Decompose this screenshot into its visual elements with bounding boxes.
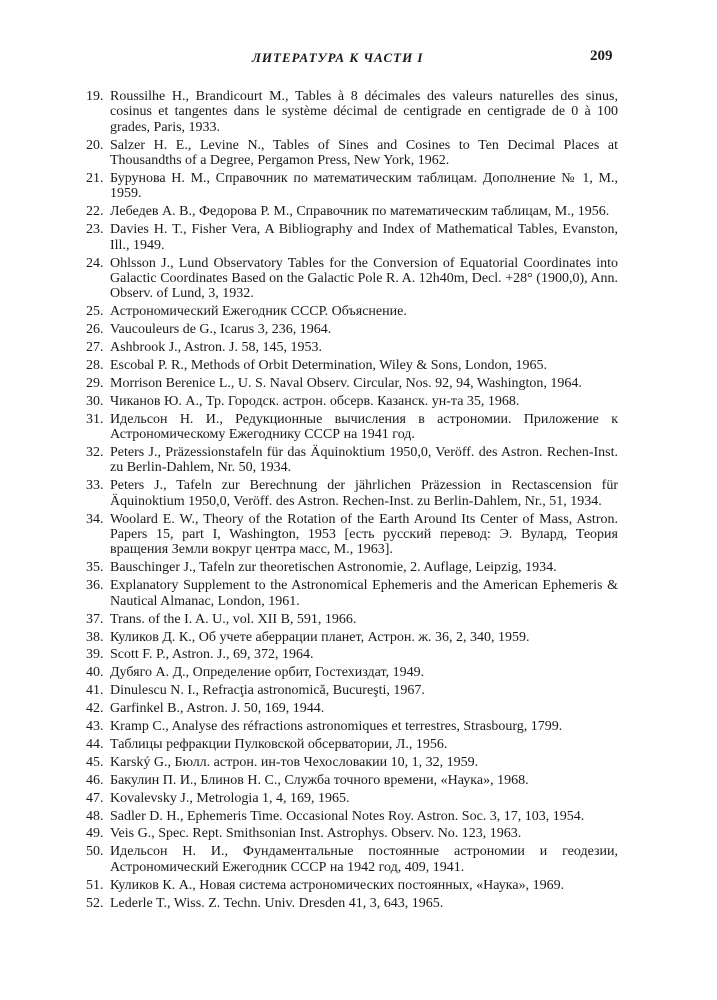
reference-text: Ashbrook J., Astron. J. 58, 145, 1953.: [110, 340, 322, 356]
reference-number: 22.: [86, 204, 104, 220]
reference-item: [86, 445, 618, 476]
running-title: ЛИТЕРАТУРА К ЧАСТИ I: [252, 50, 424, 65]
page-number: 209: [590, 48, 613, 64]
reference-number: 20.: [86, 137, 104, 153]
reference-item: [86, 222, 618, 253]
reference-text: Идельсон Н. И., Фундаментальные постоянные астрономии и геодезии, Астрономический Ежегодник СССР на 1942 год, 409, 1941.: [110, 844, 618, 875]
reference-number: 31.: [86, 411, 104, 427]
reference-text: Чиканов Ю. А., Тр. Городск. астрон. обсерв. Казанск. ун-та 35, 1968.: [110, 393, 520, 409]
reference-item: [86, 358, 618, 373]
reference-item: [86, 412, 618, 443]
reference-item: [86, 560, 618, 575]
reference-number: 26.: [86, 322, 104, 338]
reference-text: Астрономический Ежегодник СССР. Объяснение.: [110, 304, 407, 320]
reference-number: 38.: [86, 629, 104, 645]
reference-number: 23.: [86, 222, 104, 238]
reference-item: [86, 478, 618, 509]
reference-item: [86, 826, 618, 841]
reference-number: 39.: [86, 647, 104, 663]
reference-item: [86, 773, 618, 788]
reference-item: [86, 844, 618, 875]
reference-text: Peters J., Tafeln zur Berechnung der jährlichen Präzession in Rectascension für Äquinoktium 1950,0, Veröff. des Astron. Rechen-Inst. zu Berlin-Dahlem, Nr., 51, 1934.: [110, 478, 618, 509]
reference-number: 46.: [86, 772, 104, 788]
reference-number: 43.: [86, 719, 104, 735]
reference-text: Woolard E. W., Theory of the Rotation of the Earth Around Its Center of Mass, Astron. Papers 15, part I, Washington, 1953 [есть русский перевод: Э. Вулард, Теория вращения Земли вокруг центра масс, М., 1963].: [110, 511, 618, 558]
reference-text: Бакулин П. И., Блинов Н. С., Служба точного времени, «Наука», 1968.: [110, 772, 529, 788]
reference-text: Veis G., Spec. Rept. Smithsonian Inst. Astrophys. Observ. No. 123, 1963.: [110, 826, 522, 842]
reference-number: 28.: [86, 358, 104, 373]
reference-item: [86, 376, 618, 391]
reference-text: Escobal P. R., Methods of Orbit Determination, Wiley & Sons, London, 1965.: [110, 358, 548, 373]
reference-number: 30.: [86, 393, 104, 409]
reference-item: [86, 791, 618, 806]
reference-item: [86, 896, 618, 911]
reference-text: Лебедев А. В., Федорова Р. М., Справочник по математическим таблицам, М., 1956.: [110, 204, 610, 220]
reference-text: Peters J., Präzessionstafeln für das Äquinoktium 1950,0, Veröff. des Astron. Rechen-Inst. zu Berlin-Dahlem, Nr. 50, 1934.: [110, 445, 618, 476]
reference-item: [86, 256, 618, 302]
reference-number: 44.: [86, 736, 104, 752]
reference-text: Trans. of the I. A. U., vol. XII B, 591, 1966.: [110, 611, 357, 627]
reference-number: 35.: [86, 560, 104, 576]
reference-item: [86, 737, 618, 752]
reference-number: 32.: [86, 445, 104, 461]
running-head: [0, 50, 717, 70]
reference-text: Scott F. P., Astron. J., 69, 372, 1964.: [110, 647, 314, 663]
reference-text: Дубяго А. Д., Определение орбит, Гостехиздат, 1949.: [110, 665, 425, 681]
reference-item: [86, 755, 618, 770]
reference-text: Lederle T., Wiss. Z. Techn. Univ. Dresden 41, 3, 643, 1965.: [110, 895, 444, 911]
reference-text: Идельсон Н. И., Редукционные вычисления в астрономии. Приложение к Астрономическому Ежегоднику СССР на 1941 год.: [110, 411, 618, 443]
reference-item: [86, 340, 618, 355]
reference-number: 47.: [86, 790, 104, 806]
reference-item: [86, 701, 618, 716]
reference-item: [86, 630, 618, 645]
reference-number: 50.: [86, 844, 104, 860]
reference-number: 25.: [86, 304, 104, 320]
reference-text: Sadler D. H., Ephemeris Time. Occasional Notes Roy. Astron. Soc. 3, 17, 103, 1954.: [110, 808, 585, 824]
reference-number: 40.: [86, 665, 104, 681]
reference-number: 36.: [86, 578, 104, 594]
reference-number: 42.: [86, 701, 104, 717]
reference-number: 24.: [86, 255, 104, 271]
reference-text: Morrison Berenice L., U. S. Naval Observ. Circular, Nos. 92, 94, Washington, 1964.: [110, 375, 582, 391]
reference-text: Karský G., Бюлл. астрон. ин-тов Чехословакии 10, 1, 32, 1959.: [110, 754, 479, 770]
reference-item: [86, 665, 618, 680]
reference-text: Salzer H. E., Levine N., Tables of Sines and Cosines to Ten Decimal Places at Thousandths of a Degree, Pergamon Press, New York, 1962.: [110, 137, 618, 169]
reference-text: Куликов Д. К., Об учете аберрации планет, Астрон. ж. 36, 2, 340, 1959.: [110, 629, 530, 645]
reference-item: [86, 89, 618, 135]
reference-number: 19.: [86, 89, 104, 104]
reference-text: Kovalevsky J., Metrologia 1, 4, 169, 1965.: [110, 790, 350, 806]
reference-item: [86, 394, 618, 409]
reference-text: Davies H. T., Fisher Vera, A Bibliography and Index of Mathematical Tables, Evanston, Ill., 1949.: [110, 222, 618, 253]
reference-number: 51.: [86, 877, 104, 893]
reference-item: [86, 878, 618, 893]
reference-item: [86, 683, 618, 698]
reference-text: Roussilhe H., Brandicourt M., Tables à 8 décimales des valeurs naturelles des sinus, cosinus et tangentes dans le système décimal de centigrade en centigrade de 0 à 100 grades, Paris, 1933.: [110, 89, 618, 135]
reference-list: [86, 89, 618, 914]
reference-item: [86, 647, 618, 662]
reference-number: 33.: [86, 478, 104, 494]
reference-item: [86, 171, 618, 202]
reference-text: Бурунова Н. М., Справочник по математическим таблицам. Дополнение № 1, М., 1959.: [110, 171, 618, 202]
reference-number: 45.: [86, 754, 104, 770]
reference-item: [86, 512, 618, 558]
reference-number: 37.: [86, 611, 104, 627]
reference-number: 48.: [86, 808, 104, 824]
reference-item: [86, 304, 618, 319]
reference-text: Vaucouleurs de G., Icarus 3, 236, 1964.: [110, 322, 332, 338]
reference-item: [86, 809, 618, 824]
reference-item: [86, 719, 618, 734]
reference-text: Куликов К. А., Новая система астрономических постоянных, «Наука», 1969.: [110, 877, 565, 893]
reference-item: [86, 138, 618, 169]
reference-number: 41.: [86, 683, 104, 699]
reference-text: Bauschinger J., Tafeln zur theoretischen Astronomie, 2. Auflage, Leipzig, 1934.: [110, 560, 557, 576]
reference-item: [86, 612, 618, 627]
reference-number: 52.: [86, 895, 104, 911]
reference-text: Garfinkel B., Astron. J. 50, 169, 1944.: [110, 701, 325, 717]
reference-text: Explanatory Supplement to the Astronomical Ephemeris and the American Ephemeris & Nautical Almanac, London, 1961.: [110, 578, 618, 609]
reference-text: Kramp C., Analyse des réfractions astronomiques et terrestres, Strasbourg, 1799.: [110, 719, 563, 735]
reference-item: [86, 578, 618, 609]
reference-number: 34.: [86, 511, 104, 527]
reference-item: [86, 204, 618, 219]
reference-number: 49.: [86, 826, 104, 842]
reference-text: Dinulescu N. I., Refracţia astronomică, Bucureşti, 1967.: [110, 683, 425, 699]
reference-text: Таблицы рефракции Пулковской обсерватории, Л., 1956.: [110, 736, 448, 752]
reference-number: 21.: [86, 171, 104, 187]
reference-text: Ohlsson J., Lund Observatory Tables for the Conversion of Equatorial Coordinates into Galactic Coordinates Based on the Galactic Pole R. A. 12h40m, Decl. +28° (1900,0), Ann. Observ. of Lund, 3, 1932.: [110, 255, 618, 302]
reference-number: 27.: [86, 340, 104, 356]
reference-number: 29.: [86, 375, 104, 391]
reference-item: [86, 322, 618, 337]
